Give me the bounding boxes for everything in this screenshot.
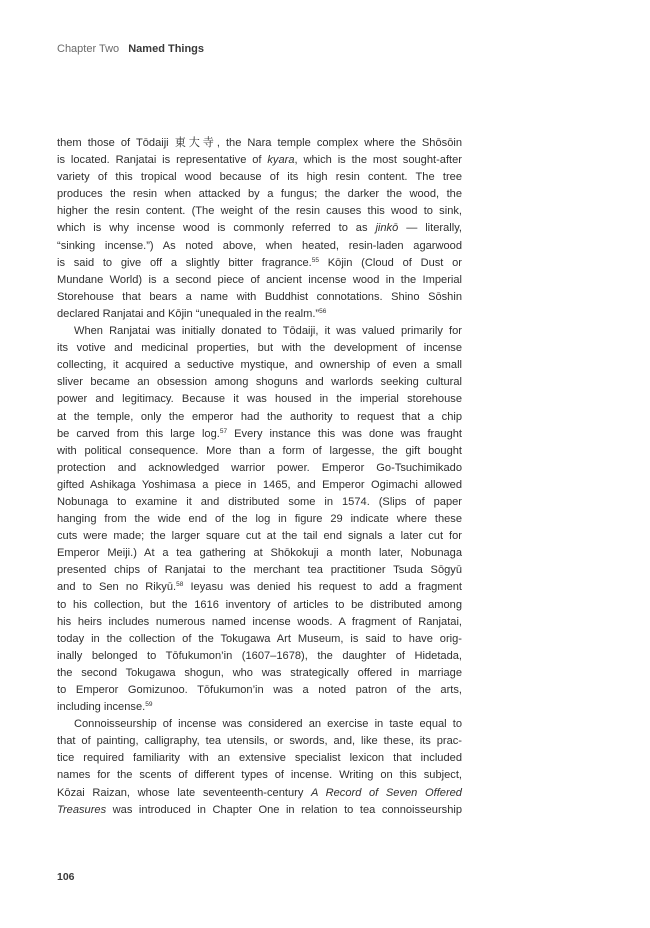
chapter-title: Named Things xyxy=(128,43,205,55)
text-line: be carved from this large log.$^{57}$ Every instance this was done was fraught xyxy=(57,427,462,440)
text-line: sliver became an obsession among shoguns and warlords seeking cultural xyxy=(57,376,462,389)
text-line: declared Ranjatai and Kōjin “unequaled in the realm.”$^{56}$ xyxy=(57,307,327,320)
text-line: collecting, it acquired a seductive mystique, and ownership of even a small xyxy=(57,359,462,372)
text-line: the second Tokugawa shogun, who was strategically offered in marriage xyxy=(57,666,462,679)
text-line: Emperor Meiji.) At a tea gathering at Shōkokuji a month later, Nobunaga xyxy=(57,547,462,560)
text-line: power and legitimacy. Because it was housed in the imperial storehouse xyxy=(57,393,462,406)
body-text xyxy=(57,135,462,819)
text-line: higher the resin content. (The weight of the resin causes this wood to sink, xyxy=(57,205,462,218)
text-line: When Ranjatai was initially donated to Tōdaiji, it was valued primarily for xyxy=(74,325,462,338)
text-line: his heirs includes numerous named incense woods. A fragment of Ranjatai, xyxy=(57,615,462,628)
text-line: names for the scents of different types of incense. Writing on this subject, xyxy=(57,769,462,782)
chapter-label: Chapter Two xyxy=(57,43,120,55)
running-head xyxy=(57,43,204,55)
text-line: inally belonged to Tōfukumon’in (1607–1678), the daughter of Hidetada, xyxy=(57,649,462,662)
text-line: and to Sen no Rikyū.$^{58}$ Ieyasu was denied his request to add a fragment xyxy=(57,581,462,594)
text-line: with political consequence. More than a form of largesse, the gift bought xyxy=(57,444,462,457)
text-line: produces the resin when attacked by a fungus; the darker the wood, the xyxy=(57,188,462,201)
text-line: today in the collection of the Tokugawa Art Museum, is said to have orig- xyxy=(57,632,462,645)
text-line: Storehouse that bears a name with Buddhist connotations. Shino Sōshin xyxy=(57,290,462,303)
text-line: Treasures was introduced in Chapter One in relation to tea connoisseurship xyxy=(57,803,462,816)
text-line: at the temple, only the emperor had the authority to request that a chip xyxy=(57,410,462,423)
text-line: cuts were made; the larger square cut at the tail end signals a later cut for xyxy=(57,530,462,543)
text-line: Nobunaga to examine it and distributed some in 1574. (Slips of paper xyxy=(57,495,462,508)
text-line: to his collection, but the 1616 inventory of articles to be distributed among xyxy=(57,598,462,611)
text-line: protection and acknowledged warrior power. Emperor Go-Tsuchimikado xyxy=(57,461,462,474)
text-line: presented chips of Ranjatai to the merchant tea practitioner Tsuda Sōgyū xyxy=(57,564,462,577)
text-line: “sinking incense.”) As noted above, when heated, resin-laden agarwood xyxy=(57,239,462,252)
text-line: tice required familiarity with an extensive specialist lexicon that included xyxy=(57,752,462,765)
text-line: its votive and medicinal properties, but with the development of incense xyxy=(57,342,462,355)
text-line: gifted Ashikaga Yoshimasa a piece in 1465, and Emperor Ogimachi allowed xyxy=(57,478,462,491)
text-line: is said to give off a slightly bitter fragrance.$^{55}$ Kōjin (Cloud of Dust or xyxy=(57,256,463,269)
text-line: Mundane World) is a second piece of ancient incense wood in the Imperial xyxy=(57,273,462,286)
page-number: 106 xyxy=(57,871,75,883)
text-line: variety of this tropical wood because of its high resin content. The tree xyxy=(57,171,462,184)
text-line: including incense.$^{59}$ xyxy=(57,701,153,714)
text-line: to Emperor Gomizunoo. Tōfukumon’in was a noted patron of the arts, xyxy=(57,684,462,696)
text-line: is located. Ranjatai is representative of kyara, which is the most sought-after xyxy=(57,154,462,167)
text-line: which is why incense wood is commonly referred to as jinkō — literally, xyxy=(57,222,462,235)
text-line: hanging from the wide end of the log in figure 29 indicate where these xyxy=(57,513,462,526)
text-line: them those of Tōdaiji 東大寺, the Nara temple complex where the Shōsōin xyxy=(57,137,462,149)
text-line: Kōzai Raizan, whose late seventeenth-century A Record of Seven Offered xyxy=(57,786,462,799)
text-line: that of painting, calligraphy, tea utensils, or swords, and, like these, its prac- xyxy=(57,735,462,748)
text-line: Connoisseurship of incense was considered an exercise in taste equal to xyxy=(74,718,462,731)
